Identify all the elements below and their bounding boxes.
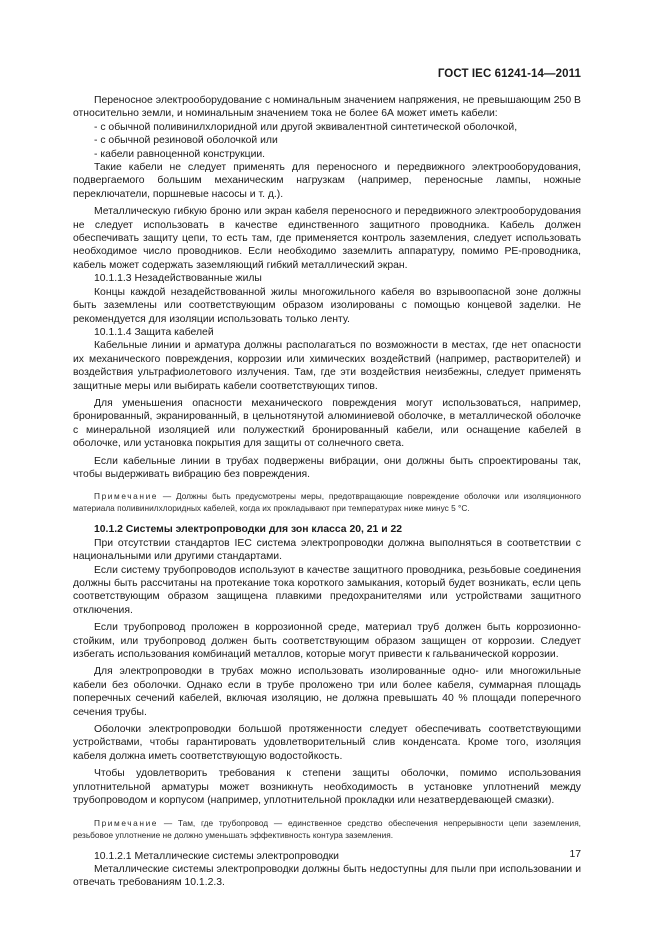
list-item-text: - с обычной поливинилхлоридной или другой эквивалентной синтетической оболочкой, [94,121,518,133]
section-heading: 10.1.2 Системы электропроводки для зон класса 20, 21 и 22 [94,524,403,536]
paragraph: Такие кабели не следует применять для переносного и передвижного электрооборудования, подвергаемого большим механическим нагрузкам (например, переносные лампы, ножные переключатели, поршневые насосы и т. д.). [73,162,581,200]
paragraph: Если трубопровод проложен в коррозионной среде, материал труб должен быть коррозионно-стойким, или трубопровод должен быть соответствующим образом защищен от коррозии. Следует избегать использования комбинаций металлов, которые могут привести к гальванической коррозии. [73,622,581,661]
subsection-heading: 10.1.1.3 Незадействованные жилы [94,273,262,285]
note-text: — Должны быть предусмотрены меры, предотвращающие повреждение оболочки или изоляционного материала поливинилхлоридных кабелей, когда их прокладывают при температурах ниже минус 5 °С. [73,491,581,514]
list-item [73,134,581,147]
note [73,817,581,841]
paragraph: Кабельные линии и арматура должны располагаться по возможности в местах, где нет опасности их механического повреждения, коррозии или химических воздействий (например, растворителей) и воздействия ультрафиолетового излучения. Там, где эти воздействия неизбежны, следует применять защитные меры или выбирать кабели соответствующих типов. [73,340,581,392]
subsection-heading: 10.1.2.1 Металлические системы электропроводки [94,850,339,862]
paragraph: Металлическую гибкую броню или экран кабеля переносного и передвижного электрооборудования не следует использовать в качестве единственного защитного проводника. Кабель должен обеспечивать защиту цепи, то есть там, где применяется контроль заземления, следует использовать необходимое число проводников. Если необходимо заземлить аппаратуру, помимо PE-проводника, кабель может содержать заземляющий гибкий металлический экран. [73,206,581,271]
paragraph: Концы каждой незадействованной жилы многожильного кабеля во взрывоопасной зоне должны быть заземлены или соответствующим образом изолированы с помощью концевой заделки. Не рекомендуется для изоляции использовать только ленту. [73,286,581,325]
note-label: Примечание [94,491,159,502]
document-body [73,94,581,890]
paragraph: При отсутствии стандартов IEC система электропроводки должна выполняться в соответствии с национальными или другими стандартами. [73,537,581,563]
paragraph: Чтобы удовлетворить требования к степени защиты оболочки, помимо использования уплотнительной арматуры может возникнуть необходимость в установке уплотнений между трубопроводом и корпусом (например, уплотнительной прокладки или незатвердевающей смазки). [73,768,581,807]
list-item-text: - с обычной резиновой оболочкой или [94,135,278,147]
list-item-text: - кабели равноценной конструкции. [94,148,266,160]
document-id-header: ГОСТ IEC 61241-14—2011 [437,68,581,80]
list-item [73,121,581,134]
paragraph: Если кабельные линии в трубах подвержены вибрации, они должны быть спроектированы так, чтобы выдерживать вибрацию без повреждения. [73,455,581,480]
paragraph: Для электропроводки в трубах можно использовать изолированные одно- или многожильные кабели без оболочки. Однако если в трубе проложено три или более кабеля, суммарная площадь поперечных сечений кабелей, включая изоляцию, не должна превышать 40 % площади поперечного сечения трубы. [73,666,581,718]
paragraph: Оболочки электропроводки большой протяженности следует обеспечивать соответствующими устройствами, чтобы гарантировать удовлетворительный слив конденсата. Кроме того, изоляция кабеля должна иметь соответствующую водостойкость. [73,724,581,762]
paragraph: Металлические системы электропроводки должны быть недоступны для пыли при использовании и отвечать требованиям 10.1.2.3. [73,863,581,889]
paragraph: Для уменьшения опасности механического повреждения могут использоваться, например, бронированный, экранированный, в цельнотянутой алюминиевой оболочке, в металлической оболочке с минеральной изоляцией или полужесткий бронированный кабели, или оснащение кабелей в оболочке, или установка покрытия для защиты от солнечного света. [73,397,581,450]
note [73,490,581,514]
paragraph: Если систему трубопроводов используют в качестве защитного проводника, резьбовые соединения должны быть рассчитаны на протекание тока короткого замыкания, который будет возникать, если цепь соответствующим образом защищена плавкими предохранителями или устройствами защитного отключения. [73,564,581,616]
subsection-heading: 10.1.1.4 Защита кабелей [94,326,214,338]
note-label: Примечание [94,817,159,828]
page-number: 17 [569,849,581,860]
paragraph: Переносное электрооборудование с номинальным значением напряжения, не превышающим 250 В относительно земли, и номинальным значением тока не более 6А может иметь кабели: [73,95,581,120]
list-item [73,148,581,161]
note-text: — Там, где трубопровод — единственное средство обеспечения непрерывности цепи заземления, резьбовое уплотнение не должно уменьшать эффективность контура заземления. [73,817,581,840]
